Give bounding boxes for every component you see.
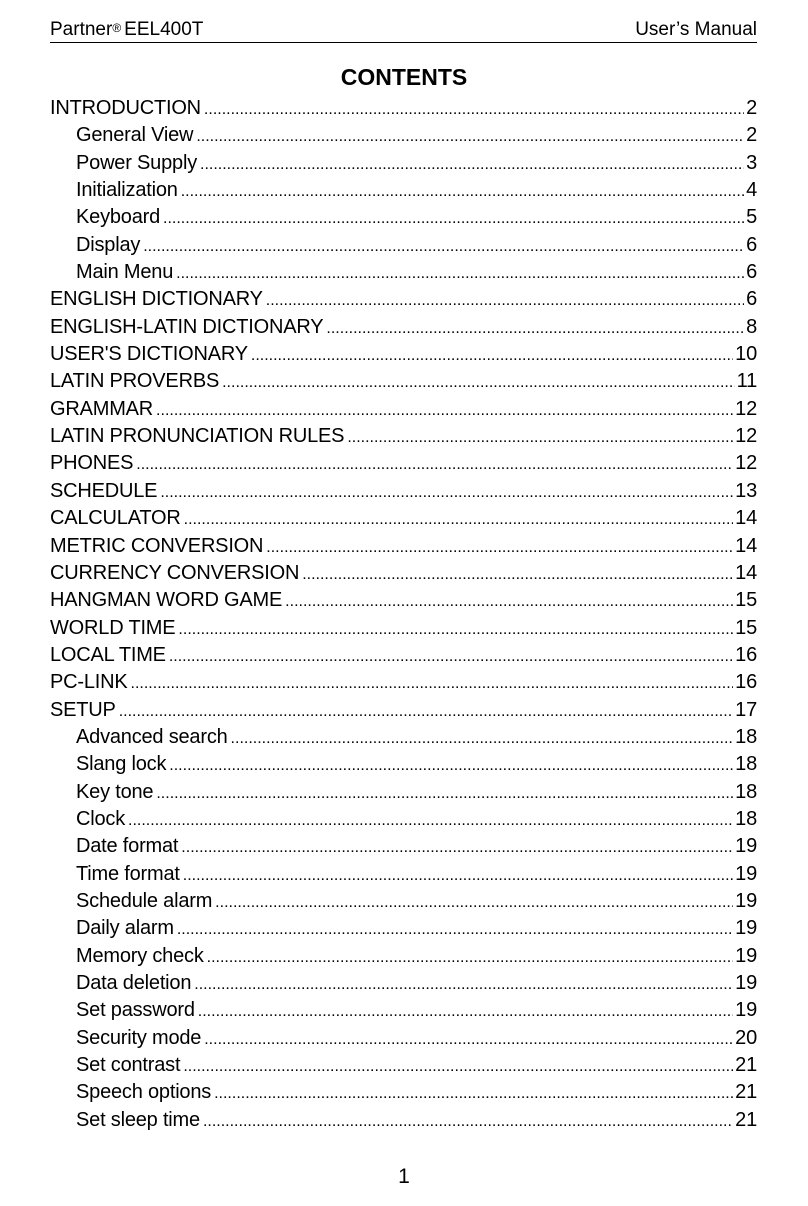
toc-entry[interactable]	[50, 779, 757, 806]
dot-leader	[204, 96, 744, 123]
dot-leader	[119, 698, 733, 725]
toc-entry-label: CURRENCY CONVERSION	[50, 561, 300, 584]
toc-entry-label: Power Supply	[76, 151, 197, 174]
toc-entry[interactable]	[50, 1052, 757, 1079]
dot-leader	[136, 451, 733, 478]
toc-entry-page: 14	[735, 561, 757, 584]
dot-leader	[207, 944, 734, 971]
toc-entry-label: Slang lock	[76, 753, 167, 776]
toc-entry-page: 5	[746, 206, 757, 229]
toc-entry-page: 19	[735, 917, 757, 940]
toc-entry-page: 21	[735, 1108, 757, 1131]
toc-entry-label: Data deletion	[76, 972, 192, 994]
dot-leader	[222, 369, 735, 396]
toc-entry[interactable]	[50, 423, 757, 450]
dot-leader	[178, 616, 733, 643]
toc-entry-page: 19	[735, 889, 757, 912]
toc-entry-page: 12	[735, 425, 757, 448]
dot-leader	[131, 670, 734, 697]
toc-entry-page: 21	[735, 1081, 757, 1104]
toc-entry[interactable]	[50, 943, 757, 970]
dot-leader	[251, 342, 733, 369]
page-header	[50, 18, 757, 43]
toc-entry-page: 11	[736, 370, 757, 393]
dot-leader	[347, 424, 733, 451]
toc-entry-label: METRIC CONVERSION	[50, 534, 264, 557]
toc-entry-page: 16	[735, 671, 757, 694]
toc-entry[interactable]	[50, 806, 757, 833]
toc-entry[interactable]	[50, 95, 757, 122]
toc-entry-label: WORLD TIME	[50, 616, 176, 639]
toc-entry-label: USER'S DICTIONARY	[50, 343, 248, 366]
header-product	[50, 18, 203, 42]
header-product-name: Partner	[50, 19, 113, 40]
toc-entry[interactable]	[50, 259, 757, 286]
toc-entry[interactable]	[50, 697, 757, 724]
toc-entry[interactable]	[50, 751, 757, 778]
toc-entry-page: 19	[735, 999, 757, 1022]
toc-entry-label: Key tone	[76, 780, 154, 803]
dot-leader	[302, 561, 733, 588]
page-title: CONTENTS	[340, 64, 468, 90]
toc-entry-page: 12	[735, 397, 757, 420]
toc-entry[interactable]	[50, 450, 757, 477]
toc-entry[interactable]	[50, 533, 757, 560]
dot-leader	[177, 916, 733, 943]
toc-entry-page: 14	[735, 534, 757, 557]
dot-leader	[156, 780, 733, 807]
toc-entry-page: 14	[735, 507, 757, 530]
toc-entry-page: 15	[735, 616, 757, 639]
dot-leader	[203, 1108, 733, 1135]
dot-leader	[326, 315, 744, 342]
toc-entry-page: 19	[735, 862, 757, 885]
toc-entry-page: 2	[746, 97, 757, 119]
toc-entry-page: 18	[735, 807, 757, 830]
dot-leader	[160, 479, 733, 506]
dot-leader	[156, 397, 733, 424]
toc-entry-label: Keyboard	[76, 206, 161, 229]
toc-entry-page: 18	[735, 725, 757, 748]
dot-leader	[183, 1053, 733, 1080]
toc-entry-label: Set sleep time	[76, 1108, 200, 1131]
dot-leader	[181, 834, 733, 861]
toc-entry[interactable]	[50, 368, 757, 395]
dot-leader	[231, 725, 734, 752]
header-model: EEL400T	[124, 19, 204, 40]
dot-leader	[194, 971, 733, 998]
toc-entry-label: HANGMAN WORD GAME	[50, 589, 283, 612]
toc-entry-page: 6	[746, 233, 757, 256]
dot-leader	[285, 588, 733, 615]
toc-entry[interactable]	[50, 669, 757, 696]
toc-entry-page: 13	[735, 479, 757, 502]
toc-entry[interactable]	[50, 505, 757, 532]
toc-entry-label: Set contrast	[76, 1054, 181, 1077]
dot-leader	[128, 807, 733, 834]
toc-entry[interactable]	[50, 232, 757, 259]
dot-leader	[214, 1080, 733, 1107]
toc-entry-page: 6	[746, 288, 757, 311]
toc-entry-label: Speech options	[76, 1081, 212, 1104]
toc-entry-page: 8	[746, 315, 757, 338]
toc-entry[interactable]	[50, 587, 757, 614]
toc-entry-label: Date format	[76, 835, 179, 858]
toc-entry-page: 21	[735, 1054, 757, 1077]
toc-entry[interactable]	[50, 560, 757, 587]
toc-entry-label: LATIN PRONUNCIATION RULES	[50, 425, 345, 448]
toc-entry[interactable]	[50, 997, 757, 1024]
dot-leader	[196, 123, 744, 150]
toc-entry[interactable]	[50, 478, 757, 505]
toc-entry-label: ENGLISH-LATIN DICTIONARY	[50, 315, 324, 338]
toc-entry[interactable]	[50, 122, 757, 149]
toc-entry-label: General View	[76, 124, 194, 147]
toc-entry-page: 2	[746, 124, 757, 147]
dot-leader	[198, 998, 733, 1025]
toc-entry-label: PHONES	[50, 452, 134, 475]
table-of-contents	[50, 95, 757, 1134]
toc-entry-page: 17	[735, 698, 757, 721]
toc-entry-page: 6	[746, 261, 757, 284]
dot-leader	[163, 205, 744, 232]
dot-leader	[204, 1026, 733, 1053]
toc-entry-label: ENGLISH DICTIONARY	[50, 288, 263, 311]
dot-leader	[266, 287, 744, 314]
dot-leader	[143, 233, 744, 260]
toc-entry[interactable]	[50, 861, 757, 888]
toc-entry-label: Initialization	[76, 179, 178, 202]
toc-entry[interactable]	[50, 1025, 757, 1052]
toc-entry-page: 12	[735, 452, 757, 475]
toc-entry-page: 10	[735, 343, 757, 366]
toc-entry[interactable]	[50, 341, 757, 368]
toc-entry[interactable]	[50, 204, 757, 231]
toc-entry-label: Daily alarm	[76, 917, 174, 940]
dot-leader	[200, 151, 744, 178]
dot-leader	[169, 643, 733, 670]
toc-entry-label: Display	[76, 233, 141, 256]
toc-entry[interactable]	[50, 314, 757, 341]
toc-entry[interactable]	[50, 724, 757, 751]
toc-entry-label: PC-LINK	[50, 671, 128, 694]
toc-entry-page: 3	[746, 151, 757, 174]
toc-entry-page: 16	[735, 643, 757, 666]
toc-entry-label: Clock	[76, 807, 126, 830]
header-manual-label: User’s Manual	[635, 19, 757, 40]
dot-leader	[169, 752, 733, 779]
toc-entry[interactable]	[50, 150, 757, 177]
dot-leader	[176, 260, 744, 287]
toc-entry[interactable]	[50, 396, 757, 423]
toc-entry-label: Main Menu	[76, 261, 174, 284]
toc-entry-label: Advanced search	[76, 725, 228, 748]
toc-entry-label: INTRODUCTION	[50, 97, 201, 119]
dot-leader	[215, 889, 733, 916]
toc-entry-label: Time format	[76, 862, 180, 885]
toc-entry-page: 18	[735, 753, 757, 776]
toc-entry-label: GRAMMAR	[50, 397, 154, 420]
toc-entry-label: Memory check	[76, 944, 204, 967]
toc-entry[interactable]	[50, 1079, 757, 1106]
dot-leader	[266, 534, 733, 561]
toc-entry[interactable]	[50, 888, 757, 915]
toc-entry-page: 19	[735, 835, 757, 858]
toc-entry-page: 4	[746, 179, 757, 202]
toc-entry-label: Set password	[76, 999, 195, 1022]
toc-entry-page: 19	[735, 944, 757, 967]
toc-entry-label: SETUP	[50, 698, 116, 721]
dot-leader	[181, 178, 744, 205]
toc-entry[interactable]	[50, 970, 757, 997]
toc-entry[interactable]	[50, 1107, 757, 1134]
toc-entry[interactable]	[50, 642, 757, 669]
toc-entry-page: 18	[735, 780, 757, 803]
toc-entry[interactable]	[50, 915, 757, 942]
dot-leader	[184, 506, 734, 533]
toc-entry-label: Schedule alarm	[76, 889, 213, 912]
toc-entry-page: 15	[735, 589, 757, 612]
page-number: 1	[398, 1165, 410, 1188]
toc-entry-label: CALCULATOR	[50, 507, 181, 530]
toc-entry-page: 20	[735, 1026, 757, 1049]
registered-mark: ®	[112, 21, 122, 35]
toc-entry[interactable]	[50, 177, 757, 204]
dot-leader	[183, 862, 733, 889]
toc-entry[interactable]	[50, 286, 757, 313]
toc-entry-page: 19	[735, 972, 757, 994]
toc-entry-label: LOCAL TIME	[50, 643, 166, 666]
toc-entry-label: LATIN PROVERBS	[50, 370, 220, 393]
toc-entry-label: SCHEDULE	[50, 479, 158, 502]
toc-entry[interactable]	[50, 615, 757, 642]
toc-entry-label: Security mode	[76, 1026, 202, 1049]
toc-entry[interactable]	[50, 833, 757, 860]
